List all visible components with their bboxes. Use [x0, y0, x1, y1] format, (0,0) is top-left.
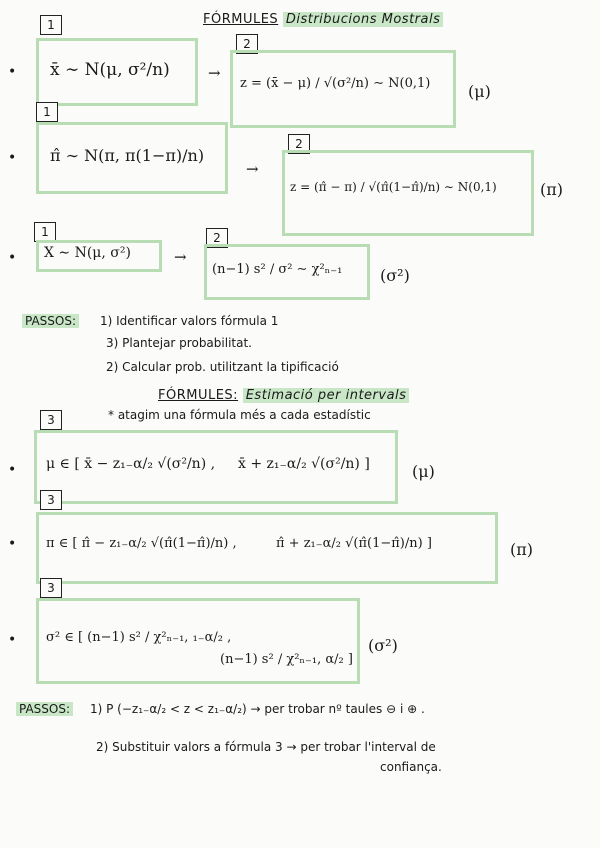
arrow: → [246, 160, 259, 178]
passos-step: 3) Plantejar probabilitat. [106, 336, 252, 350]
param-label: (μ) [468, 82, 491, 101]
interval-proportion-part-a: π ∈ [ π̂ − z₁₋α/₂ √(π̂(1−π̂)/n) , [46, 536, 237, 551]
title-distribucions: Distribucions Mostrals [283, 12, 444, 27]
formula-number-badge: 1 [36, 102, 58, 122]
param-label: (π) [540, 180, 563, 199]
section-title: FÓRMULES: Estimació per intervals [158, 388, 409, 403]
formula-number-badge: 3 [40, 578, 62, 598]
param-label: (σ²) [380, 266, 410, 285]
passos-step: 1) Identificar valors fórmula 1 [100, 314, 279, 328]
passos-label: PASSOS: [22, 314, 79, 328]
formula-number-badge: 1 [40, 15, 62, 35]
formula-number-badge: 2 [236, 34, 258, 54]
interval-variance-part-b: (n−1) s² / χ²ₙ₋₁, α/₂ ] [220, 652, 353, 667]
formula-number-badge: 2 [206, 228, 228, 248]
formula-number-badge: 3 [40, 410, 62, 430]
interval-mean-part-b: x̄ + z₁₋α/₂ √(σ²/n) ] [238, 456, 370, 472]
passos-step: confiança. [380, 760, 442, 774]
formula-z-proportion: z = (π̂ − π) / √(π̂(1−π̂)/n) ∼ N(0,1) [290, 180, 497, 194]
interval-variance-part-a: σ² ∈ [ (n−1) s² / χ²ₙ₋₁, ₁₋α/₂ , [46, 630, 232, 645]
arrow: → [174, 248, 187, 266]
bullet: • [8, 536, 17, 552]
param-label: (σ²) [368, 636, 398, 655]
passos-step: 2) Substituir valors a fórmula 3 → per trobar l'interval de [96, 740, 436, 754]
formula-number-badge: 1 [34, 222, 56, 242]
section-note: * atagim una fórmula més a cada estadístic [108, 408, 371, 422]
param-label: (μ) [412, 462, 435, 481]
formula-population: X ∼ N(μ, σ²) [44, 245, 131, 261]
formula-number-badge: 3 [40, 490, 62, 510]
formula-sampling-proportion: π̂ ∼ N(π, π(1−π)/n) [50, 146, 205, 165]
interval-mean-part-a: μ ∈ [ x̄ − z₁₋α/₂ √(σ²/n) , [46, 456, 216, 472]
bullet: • [8, 632, 17, 648]
interval-proportion-part-b: π̂ + z₁₋α/₂ √(π̂(1−π̂)/n) ] [276, 536, 432, 551]
bullet: • [8, 150, 17, 166]
bullet: • [8, 462, 17, 478]
passos-step: 2) Calcular prob. utilitzant la tipificació [106, 360, 339, 374]
passos-label: PASSOS: [16, 702, 73, 716]
formula-z-mean: z = (x̄ − μ) / √(σ²/n) ∼ N(0,1) [240, 76, 431, 91]
formula-number-badge: 2 [288, 134, 310, 154]
passos-step: 1) P (−z₁₋α/₂ < z < z₁₋α/₂) → per trobar nº taules ⊖ i ⊕ . [90, 702, 425, 716]
page-title [203, 12, 443, 27]
formula-chi-square: (n−1) s² / σ² ∼ χ²ₙ₋₁ [212, 262, 343, 277]
param-label: (π) [510, 540, 533, 559]
formula-sampling-mean: x̄ ∼ N(μ, σ²/n) [50, 60, 170, 80]
bullet: • [8, 250, 17, 266]
title-formules: FÓRMULES [203, 12, 279, 27]
arrow: → [208, 64, 221, 82]
bullet: • [8, 64, 17, 80]
